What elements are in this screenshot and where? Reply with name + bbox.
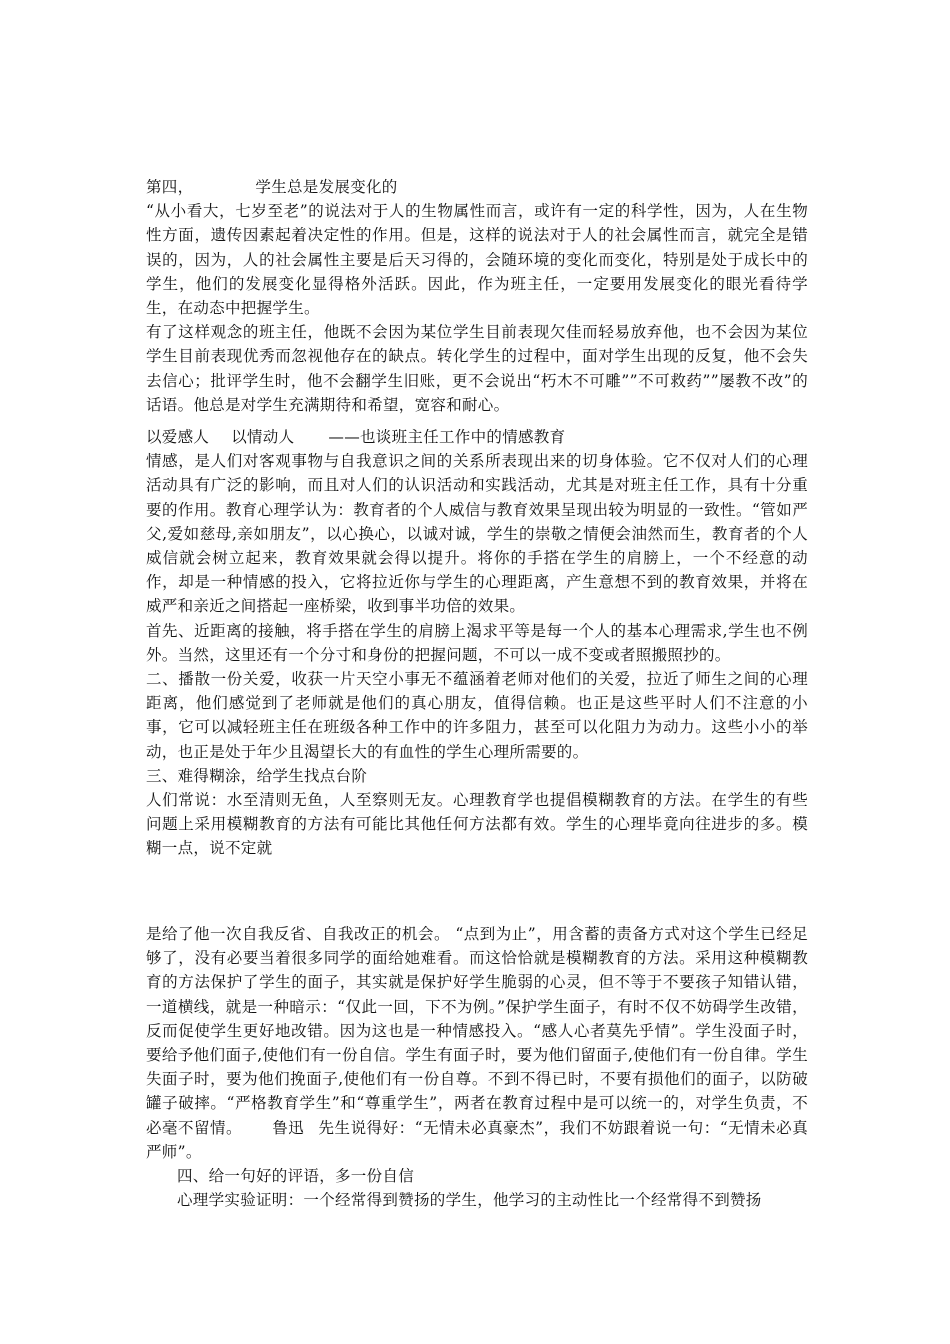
section-continued	[146, 922, 808, 1212]
heading-title: 学生总是发展变化的	[255, 178, 398, 196]
subsection-heading: 四、给一句好的评语，多一份自信	[177, 1167, 415, 1186]
paragraph: 首先、近距离的接触，将手搭在学生的肩膀上渴求平等是每一个人的基本心理需求,学生也不例外。当然，这里还有一个分寸和身份的把握问题，不可以一成不变或者照搬照抄的。	[146, 621, 808, 664]
paragraph-body: 是给了他一次自我反省、自我改正的机会。 “点到为止”，用含蓄的责备方式对这个学生已经足够了，没有必要当着很多同学的面给她难看。而这恰恰就是模糊教育的方法。采用这种模糊教育的方法保护了学生的面子，其实就是保护好学生脆弱的心灵，但不等于不要孩子知错认错，一道横线，就是一种暗示：“仅此一回，下不为例。”保护学生面子，有时不仅不妨碍学生改错，反而促使学生更好地改错。因为这也是一种情感投入。“感人心者莫先乎情”。学生没面子时，要给予他们面子,使他们有一份自信。学生有面子时，要为他们留面子,使他们有一份自律。学生失面子时，要为他们挽面子,使他们有一份自尊。不到不得已时，不要有损他们的面子，以防破罐子破摔。“严格教育学生”和“尊重学生”，两者在教育过程中是可以统一的，对学生负责，不必毫不留情。	[146, 925, 808, 1137]
paragraph: “从小看大，七岁至老”的说法对于人的生物属性而言，或许有一定的科学性，因为，人在生物性方面，遗传因素起着决定性的作用。但是，这样的说法对于人的社会属性而言，就完全是错误的，因为，人的社会属性主要是后天习得的，会随环境的变化而变化，特别是处于成长中的学生，他们的发展变化显得格外活跃。因此，作为班主任，一定要用发展变化的眼光看待学生，在动态中把握学生。	[146, 202, 808, 318]
paragraph: 二、播散一份关爱，收获一片天空小事无不蕴涵着老师对他们的关爱，拉近了师生之间的心理距离，他们感觉到了老师就是他们的真心朋友，值得信赖。也正是这些平时人们不注意的小事，它可以减轻班主任在班级各种工作中的许多阻力，甚至可以化阻力为动力。这些小小的举动，也正是处于年少且渴望长大的有血性的学生心理所需要的。	[146, 670, 808, 761]
author-name: 鲁迅	[272, 1118, 305, 1137]
paragraph	[146, 922, 808, 1164]
paragraph: 有了这样观念的班主任，他既不会因为某位学生目前表现欠佳而轻易放弃他，也不会因为某位学生目前表现优秀而忽视他存在的缺点。转化学生的过程中，面对学生出现的反复，他不会失去信心；批评学生时，他不会翻学生旧账，更不会说出“朽木不可雕””不可救药””屡教不改”的话语。他总是对学生充满期待和希望，宽容和耐心。	[146, 323, 808, 414]
title-part-b: 以情动人	[231, 428, 295, 446]
section-emotional-education	[146, 425, 808, 861]
subsection-heading: 三、难得糊涂，给学生找点台阶	[146, 766, 368, 785]
paragraph: 心理学实验证明：一个经常得到赞扬的学生，他学习的主动性比一个经常得不到赞扬	[177, 1191, 762, 1210]
title-part-a: 以爱感人	[146, 428, 210, 446]
heading-prefix: 第四，	[146, 178, 194, 196]
title-part-c: ——也谈班主任工作中的情感教育	[328, 428, 566, 446]
paragraph-tail: 先生说得好：“无情未必真豪杰”，我们不妨跟着说一句：“无情未必真严师”。	[146, 1118, 808, 1161]
paragraph: 人们常说：水至清则无鱼，人至察则无友。心理教育学也提倡模糊教育的方法。在学生的有些问题上采用模糊教育的方法有可能比其他任何方法都有效。学生的心理毕竟向往进步的多。模糊一点，说不定就	[146, 791, 808, 858]
section-heading	[146, 175, 808, 199]
paragraph: 情感，是人们对客观事物与自我意识之间的关系所表现出来的切身体验。它不仅对人们的心理活动具有广泛的影响，而且对人们的认识活动和实践活动，尤其是对班主任工作，具有十分重要的作用。教育心理学认为：教育者的个人威信与教育效果呈现出较为明显的一致性。“管如严父,爱如慈母,亲如朋友”，以心换心，以诚对诚，学生的崇敬之情便会油然而生，教育者的个人威信就会树立起来，教育效果就会得以提升。将你的手搭在学生的肩膀上，一个不经意的动作，却是一种情感的投入，它将拉近你与学生的心理距离，产生意想不到的教育效果，并将在威严和亲近之间搭起一座桥梁，收到事半功倍的效果。	[146, 452, 808, 616]
section-heading	[146, 425, 808, 449]
section-development	[146, 175, 808, 417]
